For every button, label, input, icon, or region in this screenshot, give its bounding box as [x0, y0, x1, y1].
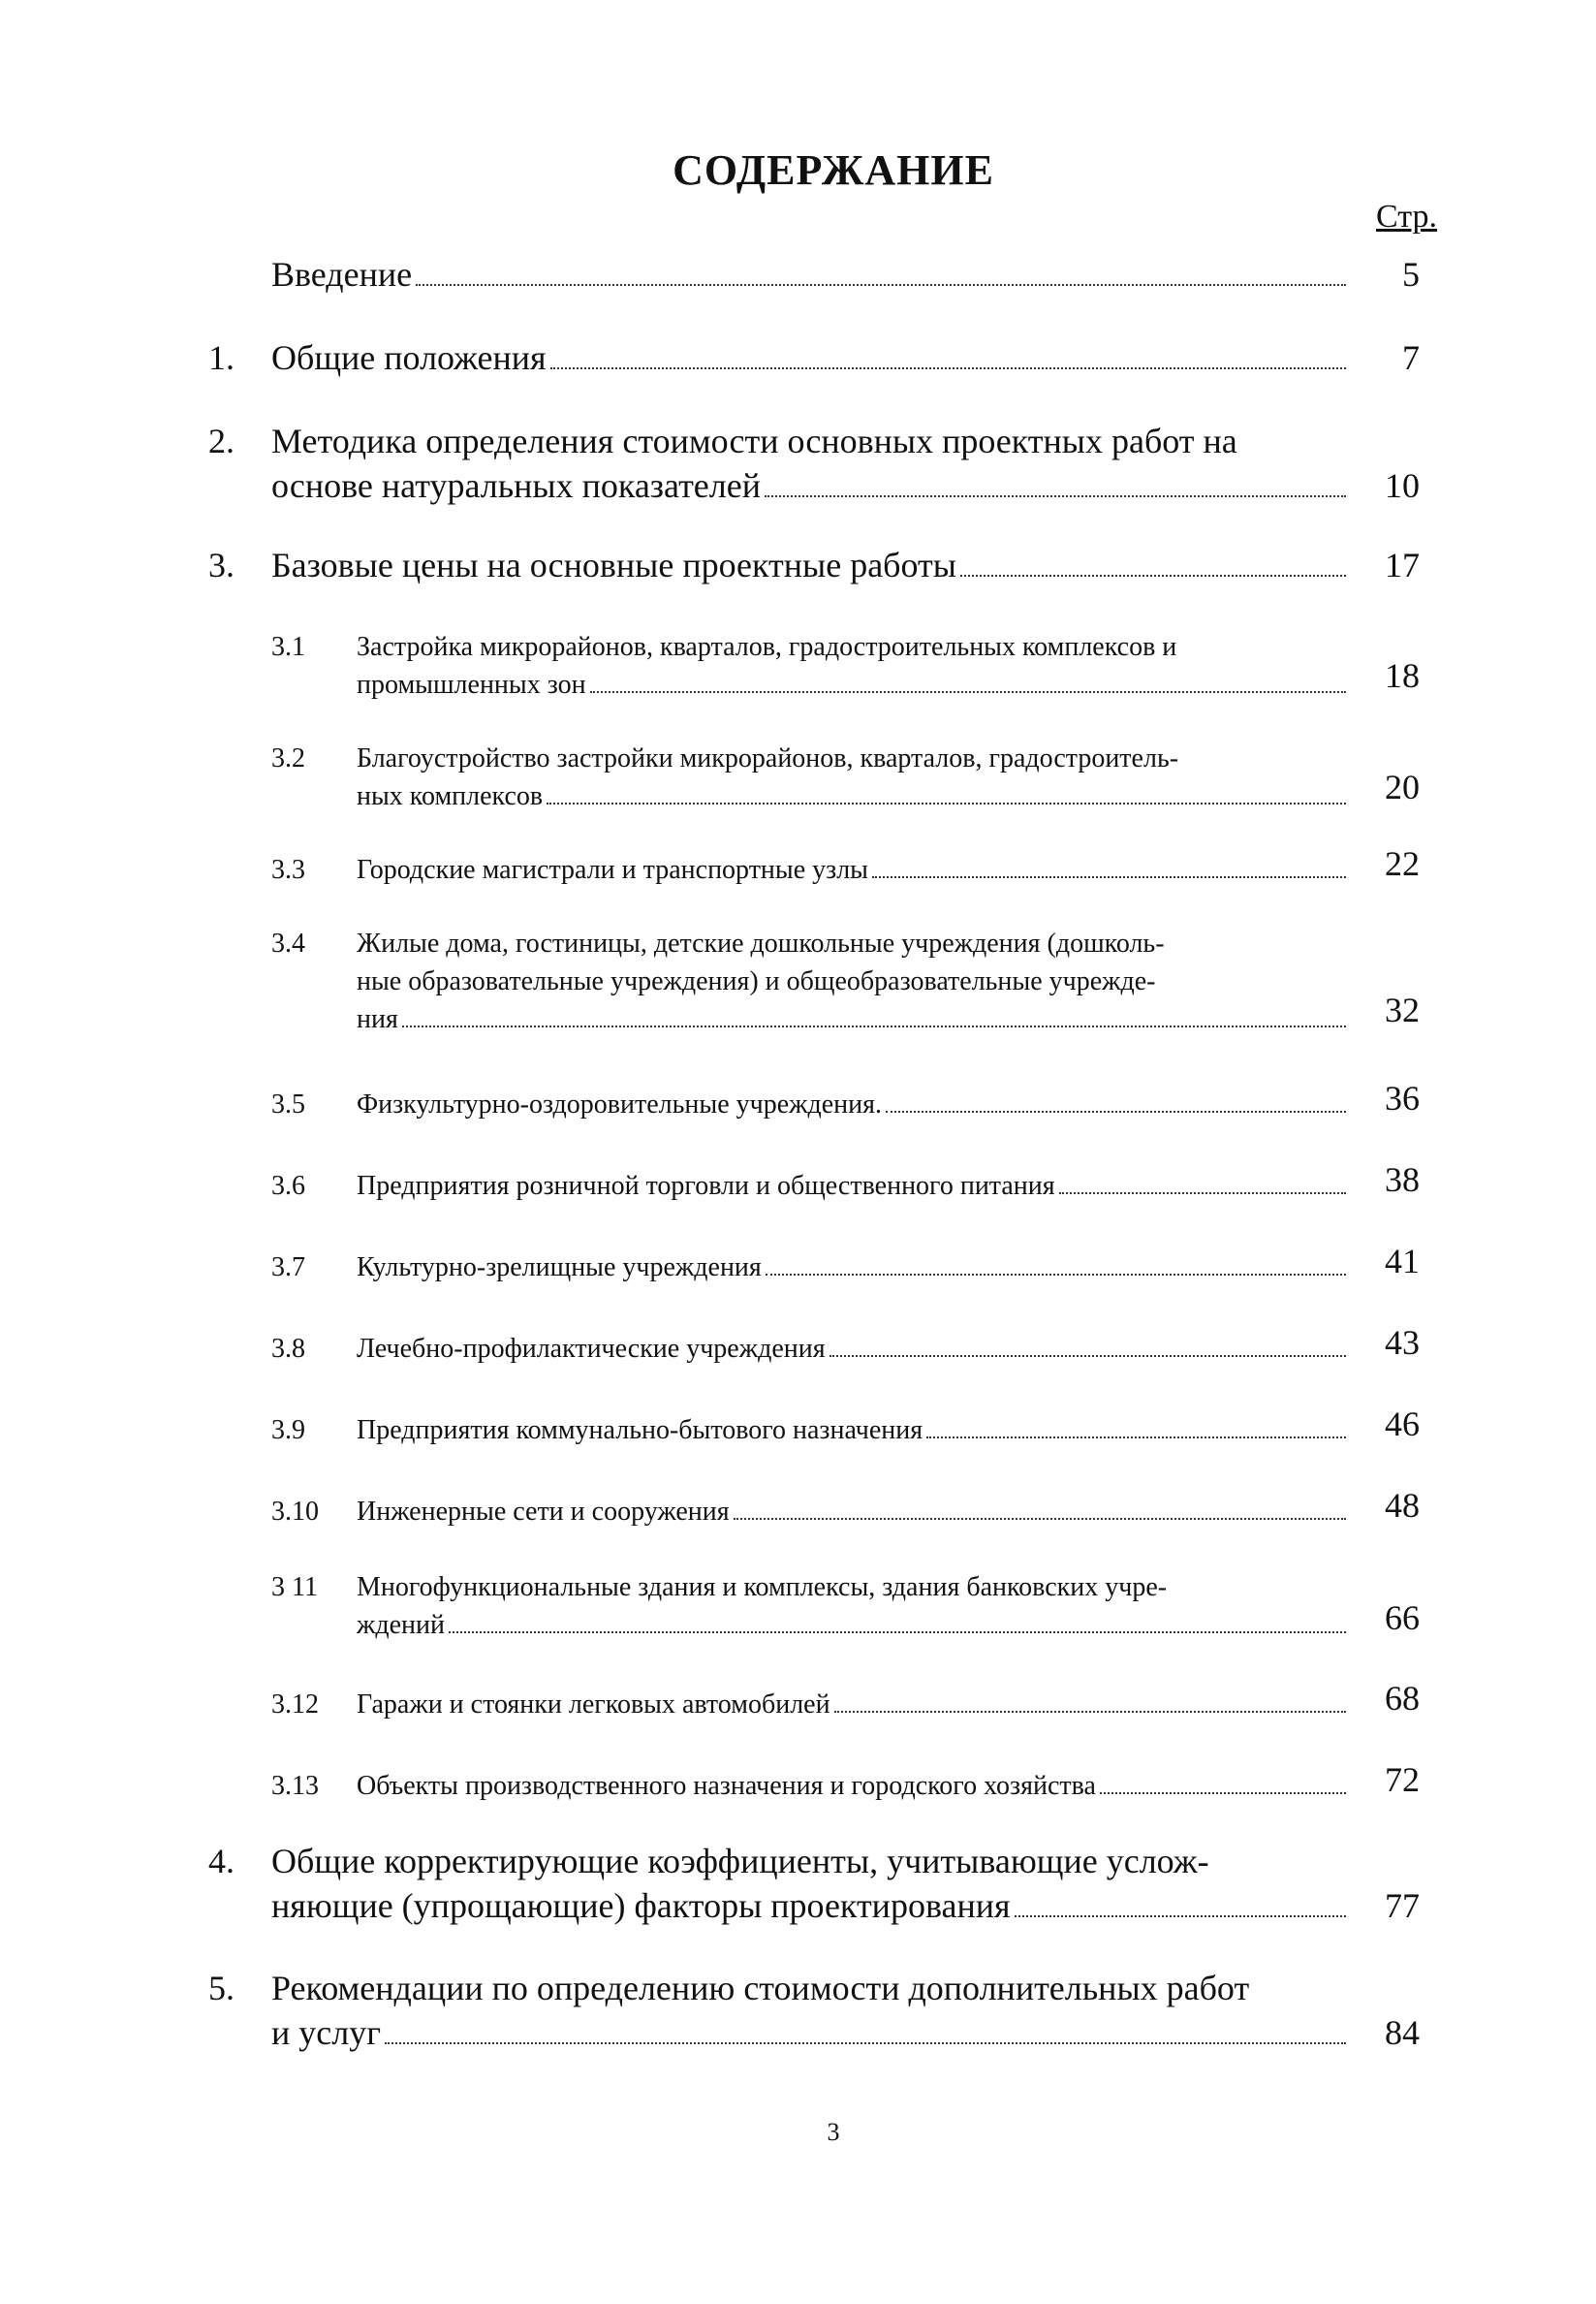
dot-leader — [926, 1436, 1346, 1438]
toc-entry-line: няющие (упрощающие) факторы проектирования — [271, 1886, 1011, 1925]
toc-entry-line: ные образовательные учреждения) и общеобразовательные учрежде- — [357, 966, 1156, 996]
toc-entry-title — [271, 543, 1352, 587]
toc-entry-number: 3.6 — [271, 1171, 305, 1201]
toc-entry-page: 48 — [1385, 1486, 1420, 1525]
toc-entry-number: 2. — [208, 422, 235, 460]
toc-entry-title — [271, 419, 1352, 508]
dot-leader — [550, 366, 1346, 369]
toc-entry-line: Застройка микрорайонов, кварталов, градостроительных комплексов и — [357, 632, 1177, 662]
toc-entry-line: Общие корректирующие коэффициенты, учитывающие услож- — [271, 1842, 1209, 1880]
toc-entry-line: основе натуральных показателей — [271, 466, 761, 505]
toc-entry-number: 3.8 — [271, 1334, 305, 1364]
toc-entry-page: 5 — [1402, 255, 1420, 294]
toc-entry-title — [271, 1966, 1352, 2055]
page-title: СОДЕРЖАНИЕ — [673, 146, 994, 194]
toc-entry-number: 4. — [208, 1842, 235, 1880]
toc-entry-number: 3 11 — [271, 1572, 318, 1602]
dot-leader — [1059, 1191, 1346, 1194]
toc-entry-line: Методика определения стоимости основных проектных работ на — [271, 422, 1237, 460]
toc-entry-number: 3.3 — [271, 855, 305, 885]
toc-entry-title — [271, 335, 1352, 380]
toc-entry-page: 84 — [1385, 2013, 1420, 2052]
toc-entry-number: 3.7 — [271, 1252, 305, 1282]
toc-entry-title — [271, 252, 1352, 297]
toc-entry-line: Культурно-зрелищные учреждения — [357, 1252, 762, 1282]
toc-entry-line: Предприятия коммунально-бытового назначения — [357, 1415, 923, 1445]
toc-entry-title — [271, 1839, 1352, 1928]
toc-entry-number: 5. — [208, 1969, 235, 2007]
toc-entry-line: промышленных зон — [357, 670, 586, 700]
toc-entry-page: 17 — [1385, 546, 1420, 584]
dot-leader — [1100, 1791, 1346, 1794]
dot-leader — [547, 802, 1346, 805]
toc-entry-page: 72 — [1385, 1760, 1420, 1799]
dot-leader — [834, 1710, 1346, 1713]
toc-entry-page: 68 — [1385, 1679, 1420, 1718]
toc-entry-line: Объекты производственного назначения и городского хозяйства — [357, 1771, 1096, 1801]
dot-leader — [734, 1517, 1346, 1520]
toc-entry-page: 46 — [1385, 1404, 1420, 1443]
toc-entry-page: 77 — [1385, 1886, 1420, 1925]
toc-entry-page: 66 — [1385, 1598, 1420, 1637]
dot-leader — [449, 1630, 1346, 1633]
toc-entry-title — [357, 1086, 1352, 1123]
toc-entry-line: Благоустройство застройки микрорайонов, кварталов, градостроитель- — [357, 743, 1179, 773]
toc-entry-number: 1. — [208, 338, 235, 377]
toc-entry-line: Многофункциональные здания и комплексы, здания банковских учре- — [357, 1572, 1168, 1602]
dot-leader — [886, 1110, 1346, 1113]
toc-entry-page: 38 — [1385, 1160, 1420, 1199]
dot-leader — [590, 690, 1346, 693]
toc-entry-number: 3.13 — [271, 1771, 319, 1801]
dot-leader — [1015, 1914, 1346, 1917]
dot-leader — [829, 1354, 1346, 1357]
toc-entry-page: 36 — [1385, 1079, 1420, 1118]
toc-entry-page: 32 — [1385, 991, 1420, 1029]
toc-entry-number: 3.10 — [271, 1497, 319, 1527]
toc-entry-line: Физкультурно-оздоровительные учреждения. — [357, 1089, 883, 1120]
toc-entry-line: Общие положения — [271, 338, 547, 377]
page-number: 3 — [827, 2118, 840, 2146]
toc-entry-line: и услуг — [271, 2013, 381, 2052]
dot-leader — [960, 574, 1346, 577]
toc-entry-line: Гаражи и стоянки легковых автомобилей — [357, 1689, 830, 1720]
toc-entry-number: 3. — [208, 546, 235, 584]
toc-entry-title — [357, 1330, 1352, 1368]
toc-entry-title — [357, 925, 1352, 1038]
toc-entry-title — [357, 1248, 1352, 1286]
toc-entry-page: 41 — [1385, 1242, 1420, 1280]
toc-entry-line: Базовые цены на основные проектные работы — [271, 546, 956, 584]
dot-leader — [416, 283, 1346, 286]
toc-entry-number: 3.5 — [271, 1089, 305, 1120]
toc-entry-line: ния — [357, 1004, 398, 1034]
toc-entry-number: 3.4 — [271, 929, 305, 959]
toc-entry-page: 43 — [1385, 1323, 1420, 1362]
toc-entry-line: Введение — [271, 255, 413, 294]
dot-leader — [402, 1025, 1346, 1027]
toc-entry-line: Городские магистрали и транспортные узлы — [357, 855, 868, 885]
toc-entry-title — [357, 1411, 1352, 1449]
toc-entry-title — [357, 628, 1352, 704]
toc-entry-title — [357, 851, 1352, 889]
toc-entry-page: 10 — [1385, 466, 1420, 505]
dot-leader — [765, 494, 1346, 497]
toc-entry-line: Инженерные сети и сооружения — [357, 1497, 730, 1527]
toc-entry-number: 3.9 — [271, 1415, 305, 1445]
page-column-header: Стр. — [1376, 199, 1438, 235]
toc-entry-page: 7 — [1402, 338, 1420, 377]
toc-entry-title — [357, 1493, 1352, 1531]
toc-entry-number: 3.12 — [271, 1689, 319, 1720]
toc-entry-page: 20 — [1385, 768, 1420, 806]
toc-entry-page: 18 — [1385, 656, 1420, 695]
toc-entry-line: ждений — [357, 1610, 445, 1640]
toc-entry-title — [357, 1767, 1352, 1805]
toc-entry-number: 3.1 — [271, 632, 305, 662]
toc-entry-line: Лечебно-профилактические учреждения — [357, 1334, 826, 1364]
toc-entry-line: ных комплексов — [357, 781, 544, 811]
toc-entry-line: Рекомендации по определению стоимости дополнительных работ — [271, 1969, 1250, 2007]
toc-entry-title — [357, 1686, 1352, 1723]
toc-entry-line: Предприятия розничной торговли и общественного питания — [357, 1171, 1055, 1201]
dot-leader — [385, 2041, 1346, 2044]
toc-entry-title — [357, 740, 1352, 815]
dot-leader — [872, 875, 1346, 878]
toc-entry-number: 3.2 — [271, 743, 305, 773]
dot-leader — [766, 1273, 1346, 1276]
toc-entry-line: Жилые дома, гостиницы, детские дошкольные учреждения (дошколь- — [357, 929, 1165, 959]
toc-entry-page: 22 — [1385, 844, 1420, 883]
toc-entry-title — [357, 1568, 1352, 1644]
toc-entry-title — [357, 1167, 1352, 1205]
